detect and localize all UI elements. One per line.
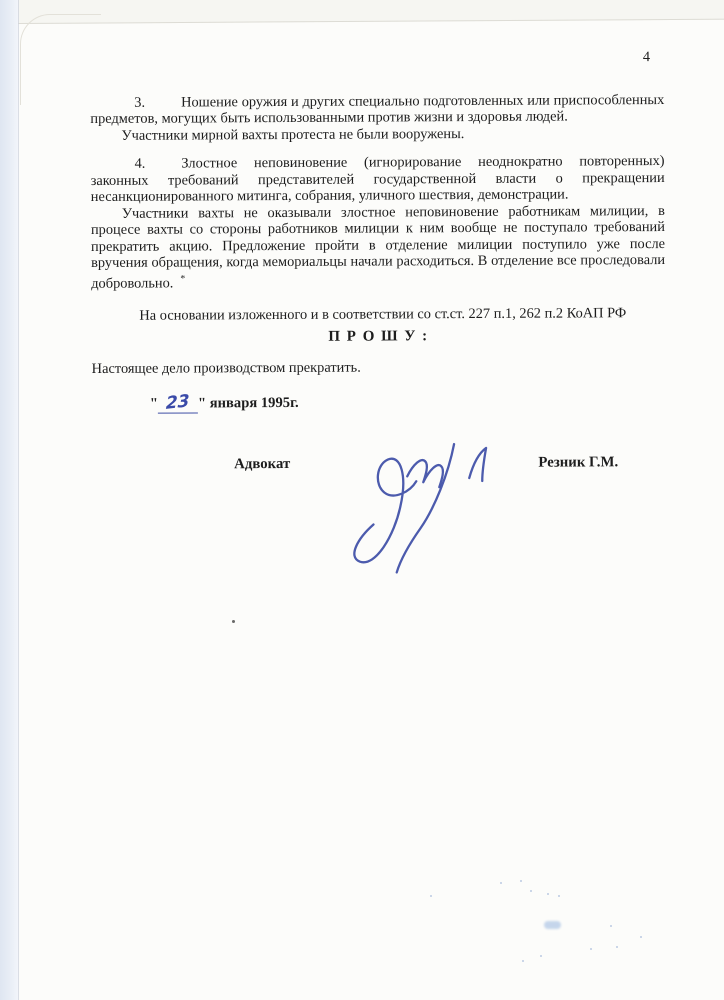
signer-name: Резник Г.М. — [538, 454, 619, 471]
paper-left-edge — [18, 0, 19, 1000]
item-4-note-text: Участники вахты не оказывали злостное неповиновение работникам милиции, в процесе вахты со стороны работников милиции к ним вообще не поступало требований прекратить акцию. Предложение пройти в отделение милиции поступило уже после вручения обращения, когда мемориальцы начали расходиться. В отделение все проследовали добровольно. — [90, 202, 666, 292]
paragraph-item-3-note: Участники мирной вахты протеста не были вооружены. — [121, 125, 465, 144]
date-suffix: января 1995г. — [209, 395, 299, 412]
footnote-mark: * — [180, 273, 186, 285]
date-line — [92, 390, 666, 415]
date-open-quote: " — [149, 395, 158, 412]
scanner-edge-strip — [0, 0, 18, 1000]
signer-role: Адвокат — [234, 456, 291, 473]
item-3-text: Ношение оружия и других специально подготовленных или приспособленных предметов, могущих быть использованными против жизни и здоровья людей. — [90, 91, 665, 127]
paragraph-legal-basis: На основании изложенного и в соответствии со ст.ст. 227 п.1, 262 п.2 КоАП РФ — [139, 304, 627, 324]
item-4-text: Злостное неповиновение (игнорирование неоднократно повторенных) законных требований представителей государственной власти о прекращении несанкционированного митинга, собрания, уличного шествия, демонстрации. — [90, 152, 665, 205]
handwritten-day: 23 — [165, 391, 191, 415]
paragraph-item-4-note — [91, 202, 665, 291]
ink-bleed-smudge — [544, 921, 561, 929]
page-number: 4 — [642, 49, 651, 66]
paper-corner-curve — [20, 14, 101, 105]
item-4-number: 4. — [134, 155, 146, 172]
paragraph-item-3 — [90, 91, 664, 127]
date-day-slot — [158, 391, 198, 415]
paragraph-item-4 — [91, 153, 665, 206]
date-close-quote: " — [197, 395, 207, 412]
item-3-number: 3. — [134, 94, 146, 111]
handwritten-signature-ink — [337, 432, 498, 583]
request-text: Настоящее дело производством прекратить. — [91, 359, 361, 377]
document-body — [90, 49, 666, 474]
request-heading: П Р О Ш У : — [328, 328, 429, 346]
